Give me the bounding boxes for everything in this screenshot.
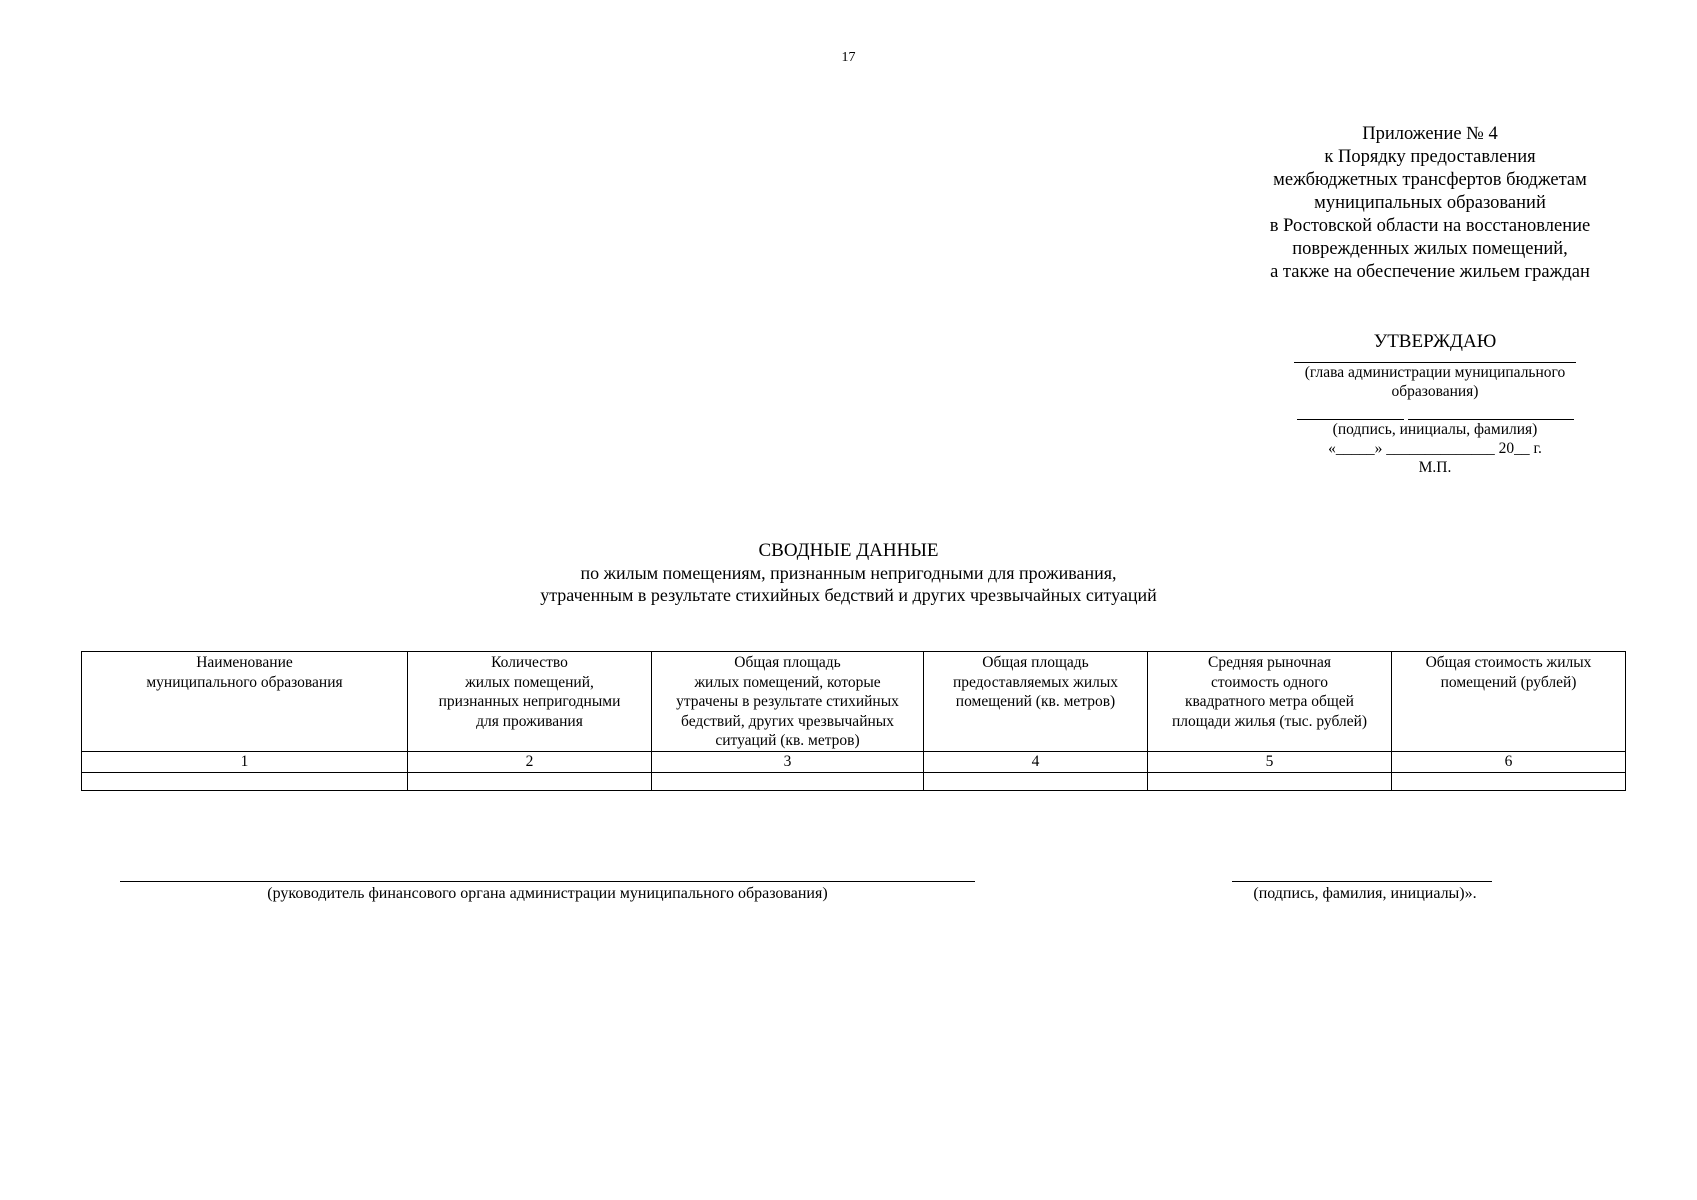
header-provided-area: Общая площадь предоставляемых жилых помещений (кв. метров) [924,652,1148,752]
appendix-line: к Порядку предоставления [1324,147,1536,167]
finance-head-caption: (руководитель финансового органа администрации муниципального образования) [267,885,828,902]
summary-table [81,651,1626,791]
appendix-line: муниципальных образований [1314,193,1546,213]
stamp-label: М.П. [1418,459,1452,476]
page-number: 17 [841,50,856,65]
column-number: 3 [652,752,924,773]
header-municipality: Наименование муниципального образования [82,652,408,752]
appendix-header [1240,123,1620,284]
appendix-line: Приложение № 4 [1362,124,1498,144]
appendix-line: а также на обеспечение жильем граждан [1270,262,1590,282]
table-cell[interactable] [408,772,652,790]
header-lost-area: Общая площадь жилых помещений, которые утрачены в результате стихийных бедствий, других чрезвычайных ситуаций (кв. метров) [652,652,924,752]
table-cell[interactable] [1148,772,1392,790]
table-row [82,772,1626,790]
table-cell[interactable] [924,772,1148,790]
header-unfit-count: Количество жилых помещений, признанных непригодными для проживания [408,652,652,752]
column-number: 5 [1148,752,1392,773]
approval-title: УТВЕРЖДАЮ [1373,331,1497,352]
date-line: «_____» ______________ 20__ г. [1328,440,1542,457]
header-avg-price: Средняя рыночная стоимость одного квадратного метра общей площади жилья (тыс. рублей) [1148,652,1392,752]
footer-signature-caption: (подпись, фамилия, инициалы)». [1253,885,1477,902]
table-cell[interactable] [652,772,924,790]
head-caption: (глава администрации муниципального [1304,364,1566,381]
column-number: 6 [1392,752,1626,773]
signature-caption: (подпись, инициалы, фамилия) [1332,421,1538,438]
title: СВОДНЫЕ ДАННЫЕ [758,540,939,561]
column-number: 1 [82,752,408,773]
document-title [0,539,1697,606]
footer-signature-line [1232,881,1492,882]
header-total-cost: Общая стоимость жилых помещений (рублей) [1392,652,1626,752]
head-caption-cont: образования) [1391,383,1479,400]
appendix-line: межбюджетных трансфертов бюджетам [1273,170,1587,190]
appendix-line: поврежденных жилых помещений, [1292,239,1568,259]
column-number: 2 [408,752,652,773]
appendix-line: в Ростовской области на восстановление [1269,216,1591,236]
table-cell[interactable] [82,772,408,790]
table-header-row [82,652,1626,752]
subtitle-line: утраченным в результате стихийных бедствий и других чрезвычайных ситуаций [540,585,1157,605]
approval-block [1270,330,1600,477]
column-number: 4 [924,752,1148,773]
finance-head-signature-line [120,881,975,882]
subtitle-line: по жилым помещениям, признанным непригодными для проживания, [580,563,1117,583]
table-cell[interactable] [1392,772,1626,790]
column-number-row [82,752,1626,773]
